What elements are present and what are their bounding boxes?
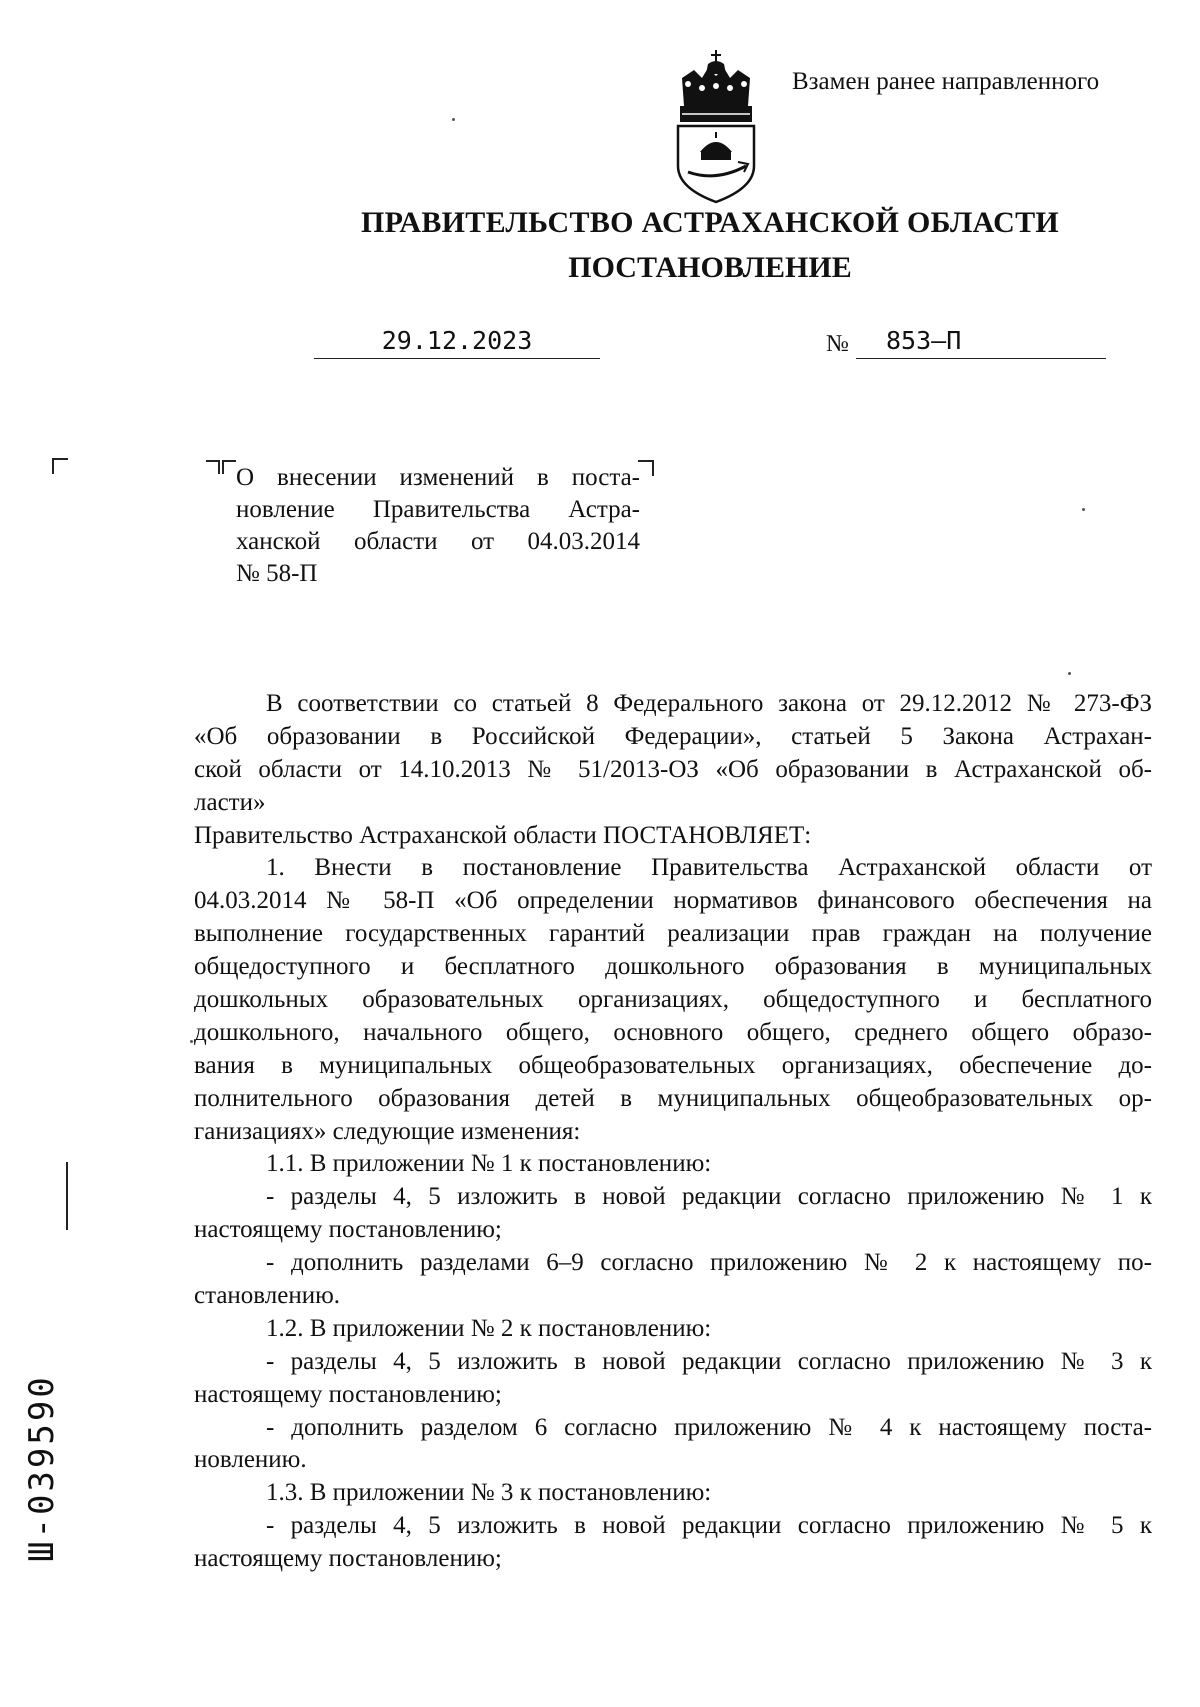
document-number: 853–П (886, 326, 962, 355)
body-line: новлению. (194, 1446, 307, 1474)
scan-speck (1082, 508, 1085, 511)
body-line: - разделы 4, 5 изложить в новой редакции согласно приложению № 1 к (266, 1183, 1152, 1211)
document-type: ПОСТАНОВЛЕНИЕ (568, 251, 852, 284)
subject-line: ханской области от 04.03.2014 (236, 528, 640, 555)
body-line: становлению. (194, 1282, 341, 1310)
body-line: дошкольного, начального общего, основного общего, среднего общего образо- (194, 1018, 1152, 1046)
margin-line (66, 1162, 68, 1230)
body-line: - дополнить разделами 6–9 согласно приложению № 2 к настоящему по- (266, 1249, 1152, 1277)
body-line: ской области от 14.10.2013 № 51/2013-ОЗ «Об образовании в Астраханской об- (194, 755, 1152, 783)
body-line: «Об образовании в Российской Федерации», статьей 5 Закона Астрахан- (194, 722, 1152, 750)
replacement-stamp: Взамен ранее направленного (792, 68, 1100, 95)
body-line: 1. Внести в постановление Правительства Астраханской области от (266, 854, 1152, 882)
body-line: ласти» (194, 788, 266, 816)
body-line: ганизациях» следующие изменения: (194, 1117, 581, 1145)
corner-mark-left (52, 458, 68, 474)
body-line: настоящему постановлению; (194, 1380, 502, 1408)
body-line: вания в муниципальных общеобразовательных организациях, обеспечение до- (194, 1051, 1152, 1079)
body-line: 1.3. В приложении № 3 к постановлению: (266, 1479, 712, 1507)
corner-mark-subject-b (222, 460, 236, 474)
scan-speck (452, 118, 455, 121)
document-subject (236, 462, 640, 590)
body-line: В соответствии со статьей 8 Федерального закона от 29.12.2012 № 273-ФЗ (266, 690, 1152, 717)
body-line: настоящему постановлению; (194, 1216, 502, 1244)
body-line: полнительного образования детей в муниципальных общеобразовательных ор- (194, 1084, 1152, 1112)
body-line: настоящему постановлению; (194, 1545, 502, 1573)
corner-mark-subject-a (206, 460, 220, 474)
number-sign: № (826, 331, 849, 357)
scan-speck (190, 1040, 193, 1043)
margin-serial-code: Ш-039590 (22, 1374, 62, 1562)
body-line: - разделы 4, 5 изложить в новой редакции согласно приложению № 3 к (266, 1347, 1152, 1375)
body-line: Правительство Астраханской области ПОСТАНОВЛЯЕТ: (194, 821, 812, 849)
body-line: 04.03.2014 № 58-П «Об определении нормативов финансового обеспечения на (194, 887, 1152, 915)
body-line: 1.2. В приложении № 2 к постановлению: (266, 1314, 712, 1342)
body-line: общедоступного и бесплатного дошкольного образования в муниципальных (194, 953, 1152, 981)
body-line: 1.1. В приложении № 1 к постановлению: (266, 1150, 712, 1178)
document-number-field (856, 326, 1106, 359)
document-body (194, 688, 1152, 1576)
scan-speck (1068, 672, 1071, 675)
corner-mark-right (638, 460, 654, 476)
subject-line: новление Правительства Астра- (236, 496, 640, 523)
subject-line: О внесении изменений в поста- (236, 464, 640, 491)
government-title: ПРАВИТЕЛЬСТВО АСТРАХАНСКОЙ ОБЛАСТИ (360, 206, 1060, 239)
document-date: 29.12.2023 (314, 326, 600, 359)
body-line: дошкольных образовательных организациях, общедоступного и бесплатного (194, 986, 1152, 1014)
subject-line: № 58-П (236, 560, 318, 587)
coat-of-arms-icon (668, 48, 764, 204)
body-line: - дополнить разделом 6 согласно приложению № 4 к настоящему поста- (266, 1413, 1152, 1441)
body-line: - разделы 4, 5 изложить в новой редакции согласно приложению № 5 к (266, 1512, 1152, 1540)
body-line: выполнение государственных гарантий реализации прав граждан на получение (194, 920, 1152, 948)
